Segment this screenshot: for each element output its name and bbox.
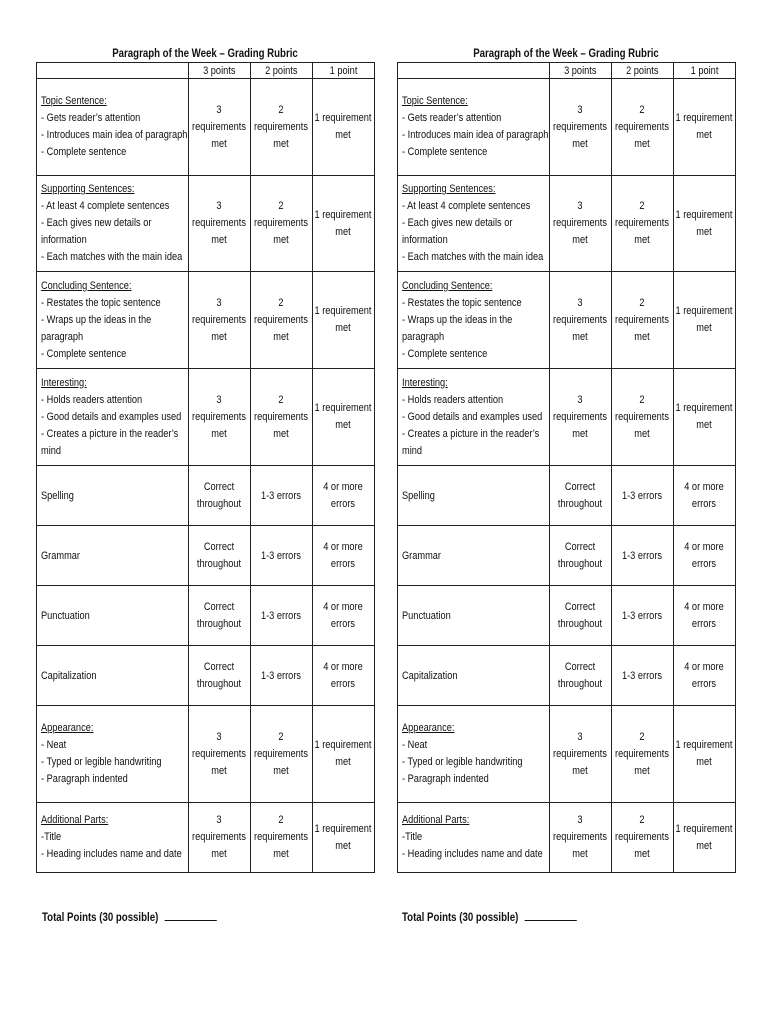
score-cell-s1: 4 or more errors <box>313 646 375 706</box>
score-cell-s2: 2 requirements met <box>612 706 674 803</box>
score-cell-s1: 1 requirement met <box>313 369 375 466</box>
criterion-cell <box>398 706 550 803</box>
criterion-line: - Holds readers attention <box>402 393 504 406</box>
total-points-label: Total Points (30 possible) <box>42 910 216 924</box>
score-cell-s1: 1 requirement met <box>674 369 736 466</box>
rubric-row <box>37 646 375 706</box>
criterion-heading: Interesting: <box>402 376 448 389</box>
criterion-cell <box>398 176 550 272</box>
criterion-cell <box>398 803 550 873</box>
criterion-line: - Creates a picture in the reader’s mind <box>41 427 179 457</box>
rubric-row <box>37 369 375 466</box>
criterion-heading: Appearance: <box>402 722 455 734</box>
score-cell-s2: 2 requirements met <box>612 79 674 176</box>
criterion-line: - Neat <box>41 739 67 751</box>
criterion-line: - Paragraph indented <box>41 773 128 785</box>
criterion-cell <box>37 272 189 369</box>
criterion-heading: Topic Sentence: <box>41 95 107 107</box>
criterion-line: - Introduces main idea of paragraph <box>402 129 549 141</box>
criterion-heading: Concluding Sentence: <box>402 279 493 292</box>
criterion-cell <box>37 79 189 176</box>
criterion-line: -Title <box>41 831 62 843</box>
rubric-right <box>397 46 735 873</box>
rubric-row <box>37 706 375 803</box>
score-cell-s1: 1 requirement met <box>313 706 375 803</box>
header-blank <box>398 63 550 79</box>
score-cell-s2: 2 requirements met <box>612 369 674 466</box>
rubric-left <box>36 46 374 873</box>
criterion-line: Capitalization <box>41 670 97 682</box>
score-cell-s3: 3 requirements met <box>550 79 612 176</box>
score-cell-s2: 1-3 errors <box>612 526 674 586</box>
criterion-heading: Supporting Sentences: <box>402 183 496 195</box>
rubric-title: Paragraph of the Week – Grading Rubric <box>473 48 659 60</box>
criterion-line: - Complete sentence <box>41 146 127 158</box>
criterion-heading: Interesting: <box>41 376 87 389</box>
criterion-cell <box>398 369 550 466</box>
score-cell-s3: Correct throughout <box>189 646 251 706</box>
score-cell-s3: 3 requirements met <box>189 272 251 369</box>
criterion-heading: Appearance: <box>41 722 94 734</box>
criterion-line: - Heading includes name and date <box>41 848 182 860</box>
criterion-line: - Paragraph indented <box>402 773 489 785</box>
score-cell-s1: 4 or more errors <box>313 466 375 526</box>
score-cell-s1: 1 requirement met <box>674 706 736 803</box>
header-row <box>37 63 375 79</box>
criterion-line: - Wraps up the ideas in the paragraph <box>41 313 152 343</box>
score-cell-s3: Correct throughout <box>550 586 612 646</box>
score-cell-s3: 3 requirements met <box>550 369 612 466</box>
score-cell-s2: 2 requirements met <box>251 79 313 176</box>
score-cell-s2: 2 requirements met <box>612 176 674 272</box>
criterion-line: - Typed or legible handwriting <box>41 756 162 768</box>
score-cell-s2: 2 requirements met <box>612 272 674 369</box>
criterion-cell <box>37 646 189 706</box>
rubric-row <box>398 272 736 369</box>
score-cell-s2: 1-3 errors <box>612 646 674 706</box>
criterion-cell <box>398 646 550 706</box>
rubric-row <box>37 79 375 176</box>
criterion-line: - Restates the topic sentence <box>402 296 522 309</box>
total-points-blank <box>524 910 576 921</box>
criterion-cell <box>398 586 550 646</box>
rubric-row <box>398 466 736 526</box>
score-cell-s2: 2 requirements met <box>251 369 313 466</box>
criterion-line: - Good details and examples used <box>41 410 182 423</box>
score-cell-s3: 3 requirements met <box>189 803 251 873</box>
rubric-row <box>398 803 736 873</box>
score-cell-s2: 2 requirements met <box>251 176 313 272</box>
criterion-line: - Introduces main idea of paragraph <box>41 129 188 141</box>
criterion-line: Capitalization <box>402 670 458 682</box>
score-cell-s2: 1-3 errors <box>251 526 313 586</box>
criterion-cell <box>398 79 550 176</box>
rubric-row <box>398 176 736 272</box>
total-points-blank <box>164 910 216 921</box>
criterion-line: - Each matches with the main idea <box>402 251 544 263</box>
criterion-line: Spelling <box>402 490 435 502</box>
score-cell-s3: Correct throughout <box>550 466 612 526</box>
score-cell-s3: 3 requirements met <box>550 272 612 369</box>
criterion-cell <box>398 466 550 526</box>
score-cell-s3: 3 requirements met <box>550 706 612 803</box>
criterion-heading: Additional Parts: <box>402 814 470 826</box>
criterion-line: - At least 4 complete sentences <box>402 200 531 212</box>
score-cell-s3: Correct throughout <box>189 586 251 646</box>
score-cell-s1: 1 requirement met <box>674 803 736 873</box>
score-cell-s1: 1 requirement met <box>674 176 736 272</box>
rubric-row <box>37 466 375 526</box>
score-cell-s2: 2 requirements met <box>251 706 313 803</box>
score-cell-s2: 2 requirements met <box>251 272 313 369</box>
score-cell-s2: 1-3 errors <box>612 586 674 646</box>
rubric-table <box>36 62 375 873</box>
criterion-line: - Each matches with the main idea <box>41 251 183 263</box>
rubric-row <box>37 176 375 272</box>
score-cell-s1: 1 requirement met <box>313 272 375 369</box>
criterion-cell <box>37 526 189 586</box>
criterion-cell <box>37 369 189 466</box>
score-cell-s1: 4 or more errors <box>313 526 375 586</box>
criterion-cell <box>37 706 189 803</box>
rubric-row <box>398 646 736 706</box>
score-cell-s1: 4 or more errors <box>674 646 736 706</box>
rubric-row <box>37 803 375 873</box>
score-cell-s1: 1 requirement met <box>313 176 375 272</box>
criterion-line: - Complete sentence <box>41 347 127 360</box>
criterion-line: - Complete sentence <box>402 146 488 158</box>
criterion-line: - Restates the topic sentence <box>41 296 161 309</box>
score-cell-s2: 1-3 errors <box>251 586 313 646</box>
criterion-line: - Gets reader’s attention <box>402 112 502 124</box>
score-cell-s3: 3 requirements met <box>550 803 612 873</box>
criterion-line: Punctuation <box>402 610 451 622</box>
header-points: 2 points <box>612 63 674 79</box>
rubric-row <box>398 586 736 646</box>
criterion-line: Grammar <box>402 550 442 562</box>
score-cell-s1: 1 requirement met <box>674 79 736 176</box>
total-points-label: Total Points (30 possible) <box>402 910 576 924</box>
criterion-cell <box>37 176 189 272</box>
header-points: 1 point <box>313 63 375 79</box>
criterion-heading: Concluding Sentence: <box>41 279 132 292</box>
criterion-line: - Wraps up the ideas in the paragraph <box>402 313 513 343</box>
rubric-row <box>37 272 375 369</box>
score-cell-s3: 3 requirements met <box>189 176 251 272</box>
rubric-row <box>398 526 736 586</box>
score-cell-s3: Correct throughout <box>550 526 612 586</box>
score-cell-s2: 1-3 errors <box>251 466 313 526</box>
criterion-line: - Neat <box>402 739 428 751</box>
criterion-line: - Creates a picture in the reader’s mind <box>402 427 540 457</box>
score-cell-s1: 1 requirement met <box>313 79 375 176</box>
score-cell-s3: Correct throughout <box>189 526 251 586</box>
score-cell-s1: 1 requirement met <box>674 272 736 369</box>
criterion-heading: Supporting Sentences: <box>41 183 135 195</box>
score-cell-s1: 4 or more errors <box>674 586 736 646</box>
criterion-heading: Topic Sentence: <box>402 95 468 107</box>
criterion-line: Punctuation <box>41 610 90 622</box>
criterion-cell <box>37 586 189 646</box>
rubric-row <box>398 369 736 466</box>
criterion-line: -Title <box>402 831 423 843</box>
score-cell-s1: 4 or more errors <box>313 586 375 646</box>
score-cell-s1: 4 or more errors <box>674 526 736 586</box>
criterion-cell <box>37 466 189 526</box>
criterion-cell <box>37 803 189 873</box>
criterion-heading: Additional Parts: <box>41 814 109 826</box>
header-blank <box>37 63 189 79</box>
criterion-line: - Holds readers attention <box>41 393 143 406</box>
criterion-line: - Good details and examples used <box>402 410 543 423</box>
score-cell-s2: 1-3 errors <box>612 466 674 526</box>
header-points: 2 points <box>251 63 313 79</box>
rubric-table <box>397 62 736 873</box>
rubric-row <box>398 706 736 803</box>
score-cell-s2: 2 requirements met <box>612 803 674 873</box>
score-cell-s1: 4 or more errors <box>674 466 736 526</box>
score-cell-s1: 1 requirement met <box>313 803 375 873</box>
rubric-row <box>37 586 375 646</box>
header-points: 3 points <box>189 63 251 79</box>
score-cell-s2: 2 requirements met <box>251 803 313 873</box>
criterion-line: - Each gives new details or information <box>41 217 152 246</box>
rubric-row <box>37 526 375 586</box>
criterion-line: - Complete sentence <box>402 347 488 360</box>
score-cell-s3: 3 requirements met <box>189 79 251 176</box>
score-cell-s3: 3 requirements met <box>550 176 612 272</box>
score-cell-s2: 1-3 errors <box>251 646 313 706</box>
rubric-title: Paragraph of the Week – Grading Rubric <box>112 48 298 60</box>
criterion-line: Grammar <box>41 550 81 562</box>
header-row <box>398 63 736 79</box>
criterion-cell <box>398 526 550 586</box>
criterion-line: - Heading includes name and date <box>402 848 543 860</box>
criterion-cell <box>398 272 550 369</box>
rubric-row <box>398 79 736 176</box>
criterion-line: - Each gives new details or information <box>402 217 513 246</box>
criterion-line: - Typed or legible handwriting <box>402 756 523 768</box>
score-cell-s3: 3 requirements met <box>189 706 251 803</box>
score-cell-s3: Correct throughout <box>189 466 251 526</box>
score-cell-s3: Correct throughout <box>550 646 612 706</box>
criterion-line: - At least 4 complete sentences <box>41 200 170 212</box>
header-points: 3 points <box>550 63 612 79</box>
criterion-line: Spelling <box>41 490 74 502</box>
header-points: 1 point <box>674 63 736 79</box>
score-cell-s3: 3 requirements met <box>189 369 251 466</box>
criterion-line: - Gets reader’s attention <box>41 112 141 124</box>
